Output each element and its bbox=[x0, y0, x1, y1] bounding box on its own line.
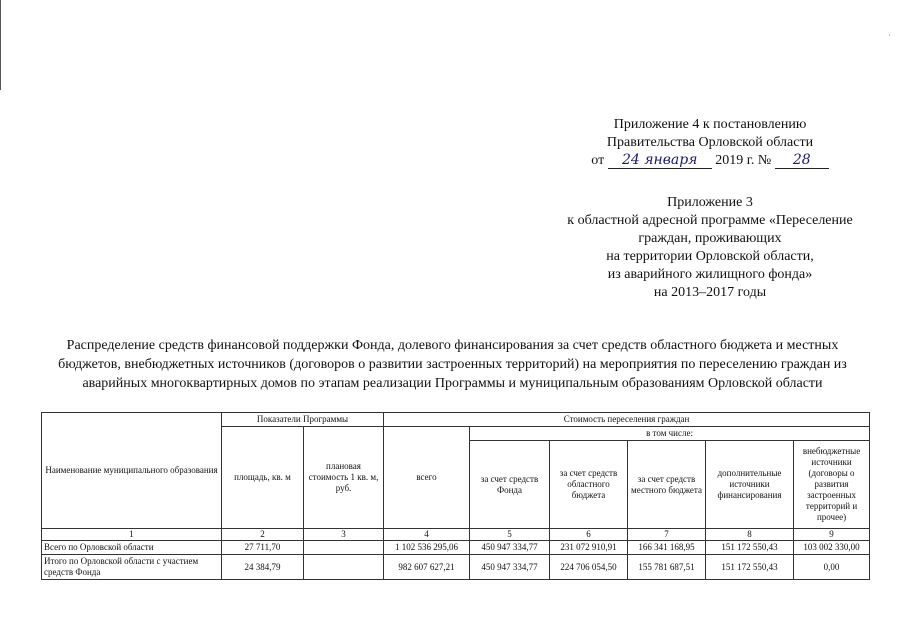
appendix-3-line: граждан, проживающих bbox=[638, 231, 782, 246]
table-row bbox=[42, 541, 870, 555]
table-cell: 103 002 330,00 bbox=[794, 541, 870, 555]
table-cell-municipality: Итого по Орловской области с участием средств Фонда bbox=[42, 555, 222, 580]
appendix-3-line: Приложение 3 bbox=[667, 195, 753, 210]
group-header-indicators: Показатели Программы bbox=[222, 413, 384, 427]
table-cell-municipality: Всего по Орловской области bbox=[42, 541, 222, 555]
handwritten-date: 24 января bbox=[608, 152, 712, 169]
column-number: 4 bbox=[384, 529, 470, 541]
column-header-area: площадь, кв. м bbox=[222, 427, 304, 529]
column-number: 9 bbox=[794, 529, 870, 541]
group-header-cost: Стоимость переселения граждан bbox=[384, 413, 870, 427]
appendix-3-header bbox=[535, 194, 885, 302]
table-cell: 224 706 054,50 bbox=[550, 555, 628, 580]
appendix-3-line: из аварийного жилищного фонда» bbox=[607, 267, 813, 282]
column-header-unit-cost: плановая стоимость 1 кв. м, руб. bbox=[304, 427, 384, 529]
column-number: 8 bbox=[706, 529, 794, 541]
column-header-additional-sources: дополнительные источники финансирования bbox=[706, 441, 794, 529]
group-header-including: в том числе: bbox=[470, 427, 870, 441]
handwritten-number: 28 bbox=[775, 152, 829, 169]
corner-mark: · bbox=[888, 30, 891, 40]
table-cell: 231 072 910,91 bbox=[550, 541, 628, 555]
binding-margin-line bbox=[0, 0, 1, 90]
table-cell bbox=[304, 541, 384, 555]
appendix-3-line: к областной адресной программе «Переселение bbox=[567, 213, 853, 228]
column-header-municipality: Наименование муниципального образования bbox=[42, 413, 222, 529]
appendix-4-line1: Приложение 4 к постановлению bbox=[613, 117, 807, 132]
table-cell: 1 102 536 295,06 bbox=[384, 541, 470, 555]
table-cell: 982 607 627,21 bbox=[384, 555, 470, 580]
column-number: 7 bbox=[628, 529, 706, 541]
table-cell: 0,00 bbox=[794, 555, 870, 580]
column-number: 5 bbox=[470, 529, 550, 541]
column-header-regional-budget: за счет средств областного бюджета bbox=[550, 441, 628, 529]
column-number-row bbox=[42, 529, 870, 541]
column-number: 2 bbox=[222, 529, 304, 541]
column-header-fund: за счет средств Фонда bbox=[470, 441, 550, 529]
appendix-3-line: на 2013–2017 годы bbox=[653, 285, 767, 300]
table-cell: 151 172 550,43 bbox=[706, 555, 794, 580]
table-cell bbox=[304, 555, 384, 580]
table-row bbox=[42, 555, 870, 580]
column-header-local-budget: за счет средств местного бюджета bbox=[628, 441, 706, 529]
column-header-total: всего bbox=[384, 427, 470, 529]
appendix-4-line2: Правительства Орловской области bbox=[606, 135, 814, 150]
table-cell: 24 384,79 bbox=[222, 555, 304, 580]
column-number: 6 bbox=[550, 529, 628, 541]
table-cell: 27 711,70 bbox=[222, 541, 304, 555]
date-prefix: от bbox=[591, 153, 605, 168]
date-year: 2019 г. № bbox=[715, 153, 772, 168]
appendix-4-date-row bbox=[560, 152, 860, 170]
column-number: 3 bbox=[304, 529, 384, 541]
document-heading: Распределение средств финансовой поддержки Фонда, долевого финансирования за счет средств областного бюджета и местных бюджетов, внебюджетных источников (договоров о развитии застроенных территорий) на мероприятия по переселению граждан из аварийных многоквартирных домов по этапам реализации Программы и муниципальным образованиям Орловской области bbox=[58, 338, 847, 391]
table-cell: 166 341 168,95 bbox=[628, 541, 706, 555]
table-cell: 450 947 334,77 bbox=[470, 541, 550, 555]
column-number: 1 bbox=[42, 529, 222, 541]
table-cell: 155 781 687,51 bbox=[628, 555, 706, 580]
appendix-3-line: на территории Орловской области, bbox=[606, 249, 814, 264]
table-cell: 151 172 550,43 bbox=[706, 541, 794, 555]
column-header-offbudget-sources: внебюджетные источники (договоры о развития застроенных территорий и прочее) bbox=[794, 441, 870, 529]
appendix-4-header bbox=[560, 116, 860, 170]
table-cell: 450 947 334,77 bbox=[470, 555, 550, 580]
budget-table bbox=[41, 412, 870, 580]
